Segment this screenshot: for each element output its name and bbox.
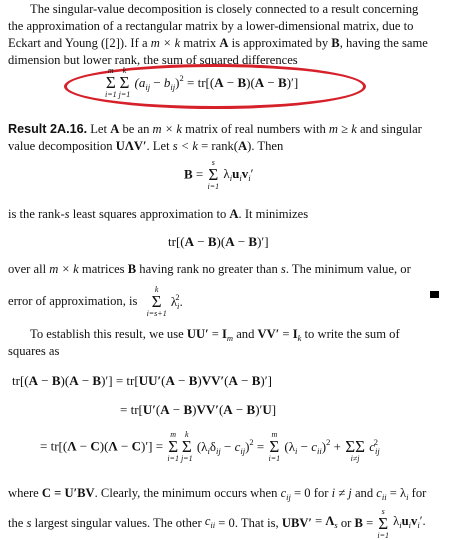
result-line-2: value decomposition UΛV′. Let s < k = rank(A). Then: [8, 139, 284, 153]
establish-line-1: To establish this result, we use $UU' = I_m$ and $VV' = I_k$ to write the sum of: [30, 327, 400, 343]
result-line-1: Result 2A.16. Let A be an m × k matrix of real numbers with m ≥ k and singular: [8, 122, 422, 136]
equation-sum-squared-differences: m Σ i=1 k Σ j=1 $(a_{ij} - b_{ij})^2 = tr[(A - B)(A - B)']$: [105, 66, 299, 99]
end-of-proof-square: [430, 291, 439, 298]
over-all-line: over all m × k matrices B having rank no greater than s. The minimum value, or: [8, 262, 411, 276]
rank-s-line: is the rank-s least squares approximation to A. It minimizes: [8, 207, 309, 221]
equation-b-approx: B = s Σ i=1 $\lambda_iu_iv_i'$: [184, 158, 254, 191]
intro-line-1: The singular-value decomposition is closely connected to a result concerning: [30, 2, 419, 16]
sum-symbol-k: k Σ j=1: [180, 430, 193, 463]
sum-symbol-error: k Σ i=s+1: [146, 285, 167, 318]
sum-symbol-m: m Σ i=1: [167, 430, 179, 463]
sum-symbol-m2: m Σ i=1: [268, 430, 281, 463]
sum-symbol-j: k Σ j=1: [118, 66, 131, 99]
intro-line-3: Eckart and Young ([2]). If a m × k matrix A is approximated by B, having the same: [8, 36, 428, 50]
intro-line-4: dimension but lower rank, the sum of squared differences: [8, 53, 298, 67]
final-line-1: where C = U′BV. Clearly, the minimum occurs when $c_{ij} = 0$ for i ≠ j and $c_{ii} = \lambda_i$ for: [8, 486, 427, 502]
sum-symbol-double: ΣΣ i≠j: [345, 437, 365, 463]
derivation-row-2: = tr[U′(A − B)VV′(A − B)′U]: [120, 402, 277, 417]
sum-symbol-s: s Σ i=1: [207, 158, 220, 191]
sum-symbol-i: m Σ i=1: [105, 66, 117, 99]
derivation-row-3: = tr[(Λ − C)(Λ − C)′] = m Σ i=1 k Σ j=1 $(\lambda_i\delta_{ij} - c_{ij})^2$ = m Σ i=1 $(\lambda_i - c_{ii})^2$ + ΣΣ i≠j $c_{ij}^2$: [40, 430, 380, 463]
error-line: error of approximation, is k Σ i=s+1 $\lambda_i^2$.: [8, 285, 183, 318]
result-label: Result 2A.16.: [8, 122, 88, 136]
derivation-row-1: tr[(A − B)(A − B)′] = tr[UU′(A − B)VV′(A − B)′]: [12, 373, 272, 388]
intro-line-2: the approximation of a rectangular matrix by a lower-dimensional matrix, due to: [8, 19, 414, 33]
sum-symbol-final: s Σ i=1: [377, 507, 389, 540]
final-line-2: the s largest singular values. The other $c_{ii} = 0$. That is, $UBV' = \Lambda_s$ or B = s Σ i=1 $\lambda_iu_iv_i'$.: [8, 507, 426, 540]
establish-line-2: squares as: [8, 344, 60, 358]
equation-trace: tr[(A − B)(A − B)′]: [168, 234, 269, 249]
